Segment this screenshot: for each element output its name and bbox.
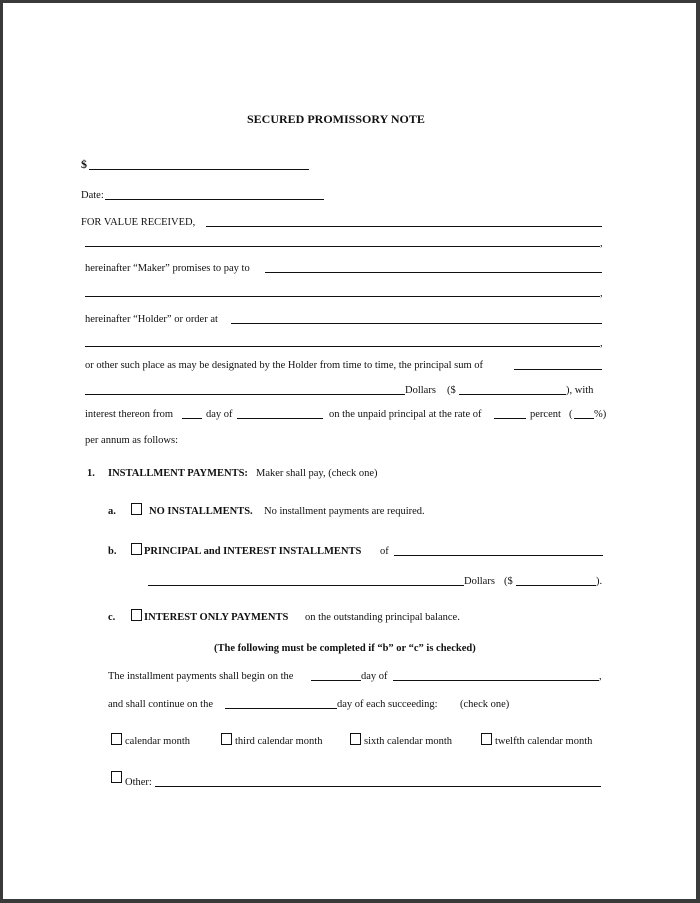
- completion-note: (The following must be completed if “b” or “c” is checked): [214, 643, 476, 654]
- calendar-month-checkbox[interactable]: [111, 733, 122, 745]
- comma: ,: [600, 338, 603, 349]
- begin-label: The installment payments shall begin on the: [108, 671, 294, 682]
- interest-rate-words-field[interactable]: [494, 418, 526, 419]
- document-page: [3, 3, 696, 899]
- option-b-amount-field[interactable]: [516, 585, 596, 586]
- other-field[interactable]: [155, 786, 601, 787]
- sixth-calendar-month-label: sixth calendar month: [364, 736, 453, 747]
- option-b-dollars: Dollars: [464, 576, 495, 587]
- principal-label: or other such place as may be designated by the Holder from time to time, the principal sum of: [85, 360, 484, 371]
- date-field[interactable]: [105, 199, 324, 200]
- comma: ,: [600, 238, 603, 249]
- document-title: SECURED PROMISSORY NOTE: [247, 112, 425, 126]
- holder-address-field-1[interactable]: [231, 323, 602, 324]
- third-calendar-month-checkbox[interactable]: [221, 733, 232, 745]
- option-b-of: of: [380, 546, 389, 557]
- option-b-paren-close: ).: [596, 576, 603, 587]
- calendar-month-label: calendar month: [125, 736, 191, 747]
- principal-field[interactable]: [514, 369, 602, 370]
- option-b-heading: PRINCIPAL and INTEREST INSTALLMENTS: [144, 546, 362, 557]
- unpaid-rate-label: on the unpaid principal at the rate of: [329, 409, 482, 420]
- interest-day-field[interactable]: [182, 418, 202, 419]
- begin-month-field[interactable]: [393, 680, 599, 681]
- percent-paren-close: %): [594, 409, 607, 420]
- amount-field[interactable]: [89, 169, 309, 170]
- option-a-heading: NO INSTALLMENTS.: [149, 506, 253, 517]
- continue-day-label: day of each succeeding:: [337, 699, 438, 710]
- continue-label: and shall continue on the: [108, 699, 213, 710]
- option-a-checkbox[interactable]: [131, 503, 142, 515]
- twelfth-calendar-month-checkbox[interactable]: [481, 733, 492, 745]
- interest-from-label: interest thereon from: [85, 409, 174, 420]
- interest-month-field[interactable]: [237, 418, 323, 419]
- holder-address-field-2[interactable]: [85, 346, 600, 347]
- per-annum-label: per annum as follows:: [85, 435, 179, 446]
- percent-paren-open: (: [569, 409, 573, 420]
- sixth-calendar-month-checkbox[interactable]: [350, 733, 361, 745]
- amount-symbol: $: [81, 157, 87, 171]
- begin-day-field[interactable]: [311, 680, 361, 681]
- percent-label: percent: [530, 409, 561, 420]
- comma: ,: [600, 288, 603, 299]
- maker-payee-field-1[interactable]: [265, 272, 602, 273]
- option-a-text: No installment payments are required.: [264, 506, 425, 517]
- option-b-checkbox[interactable]: [131, 543, 142, 555]
- twelfth-calendar-month-label: twelfth calendar month: [495, 736, 593, 747]
- other-checkbox[interactable]: [111, 771, 122, 783]
- dollars-paren-open: ($: [447, 385, 456, 396]
- day-of-label: day of: [206, 409, 233, 420]
- holder-label: hereinafter “Holder” or order at: [85, 314, 218, 325]
- maker-payee-field-2[interactable]: [85, 296, 600, 297]
- begin-day-of-label: day of: [361, 671, 388, 682]
- payee-field-2[interactable]: [85, 246, 600, 247]
- principal-amount-field[interactable]: [459, 394, 566, 395]
- maker-label: hereinafter “Maker” promises to pay to: [85, 263, 250, 274]
- section-heading: INSTALLMENT PAYMENTS:: [108, 468, 248, 479]
- other-label: Other:: [125, 777, 152, 788]
- date-label: Date:: [81, 190, 104, 201]
- principal-words-field[interactable]: [85, 394, 405, 395]
- begin-comma: ,: [599, 671, 602, 682]
- third-calendar-month-label: third calendar month: [235, 736, 323, 747]
- for-value-label: FOR VALUE RECEIVED,: [81, 217, 196, 228]
- option-b-words-field[interactable]: [148, 585, 464, 586]
- dollars-label: Dollars: [405, 385, 436, 396]
- section-text: Maker shall pay, (check one): [256, 468, 378, 479]
- payee-field-1[interactable]: [206, 226, 602, 227]
- option-b-paren-open: ($: [504, 576, 513, 587]
- option-c-checkbox[interactable]: [131, 609, 142, 621]
- option-a-letter: a.: [108, 506, 116, 517]
- check-one-label: (check one): [460, 699, 510, 710]
- interest-rate-field[interactable]: [574, 418, 594, 419]
- continue-day-field[interactable]: [225, 708, 337, 709]
- with-label: ), with: [566, 385, 594, 396]
- option-b-payee-field[interactable]: [394, 555, 603, 556]
- option-b-letter: b.: [108, 546, 117, 557]
- option-c-text: on the outstanding principal balance.: [305, 612, 460, 623]
- option-c-heading: INTEREST ONLY PAYMENTS: [144, 612, 289, 623]
- option-c-letter: c.: [108, 612, 116, 623]
- section-number: 1.: [87, 468, 95, 479]
